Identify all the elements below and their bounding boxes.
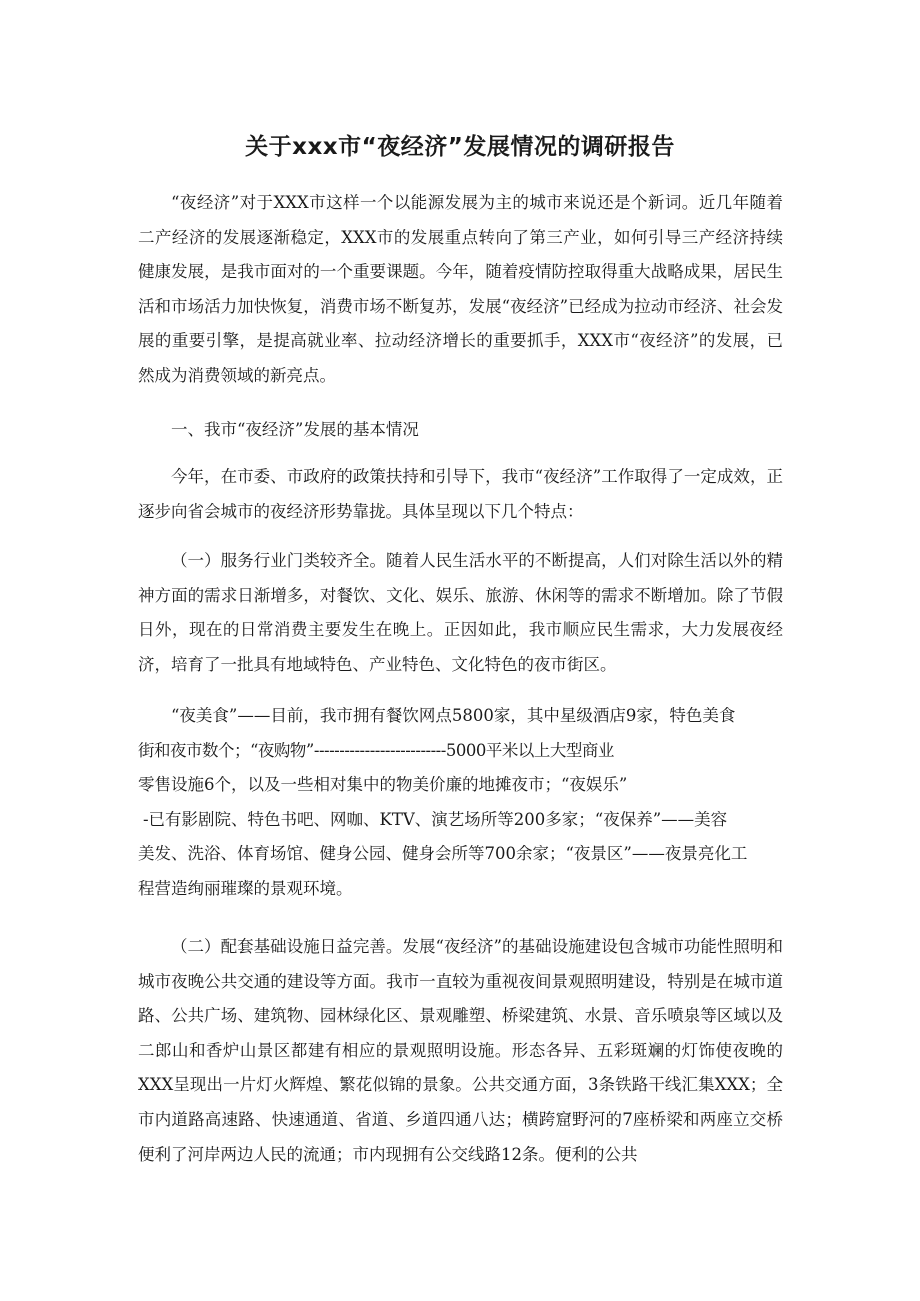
categories-line: -已有影剧院、特色书吧、网咖、KTV、演艺场所等200多家；“夜保养”——美容: [142, 809, 728, 829]
categories-line: 零售设施6个，以及一些相对集中的物美价廉的地摊夜市；“夜娱乐”: [138, 775, 628, 795]
document-title: 关于xxx市“夜经济”发展情况的调研报告: [245, 134, 675, 160]
point-one-paragraph: （一）服务行业门类较齐全。随着人民生活水平的不断提高，人们对除生活以外的精神方面的需求日渐增多，对餐饮、文化、娱乐、旅游、休闲等的需求不断增加。除了节假日外，现在的日常消费主要发生在晚上。正因如此，我市顺应民生需求，大力发展夜经济，培育了一批具有地域特色、产业特色、文化特色的夜市街区。: [138, 551, 783, 674]
intro-paragraph: “夜经济”对于XXX市这样一个以能源发展为主的城市来说还是个新词。近几年随着二产经济的发展逐渐稳定，XXX市的发展重点转向了第三产业，如何引导三产经济持续健康发展，是我市面对的一个重要课题。今年，随着疫情防控取得重大战略成果，居民生活和市场活力加快恢复，消费市场不断复苏，发展“夜经济”已经成为拉动市经济、社会发展的重要引擎，是提高就业率、拉动经济增长的重要抓手，XXX市“夜经济”的发展，已然成为消费领域的新亮点。: [138, 193, 783, 385]
point-two-paragraph: （二）配套基础设施日益完善。发展“夜经济”的基础设施建设包含城市功能性照明和城市夜晚公共交通的建设等方面。我市一直较为重视夜间景观照明建设，特别是在城市道路、公共广场、建筑物、园林绿化区、景观雕塑、桥梁建筑、水景、音乐喷泉等区域以及二郎山和香炉山景区都建有相应的景观照明设施。形态各异、五彩斑斓的灯饰使夜晚的XXX呈现出一片灯火辉煌、繁花似锦的景象。公共交通方面，3条铁路干线汇集XXX；全市内道路高速路、快速通道、省道、乡道四通八达；横跨窟野河的7座桥梁和两座立交桥便利了河岸两边人民的流通；市内现拥有公交线路12条。便利的公共: [138, 937, 783, 1164]
categories-paragraph: [138, 699, 783, 907]
section-intro-paragraph: 今年，在市委、市政府的政策扶持和引导下，我市“夜经济”工作取得了一定成效，正逐步向省会城市的夜经济形势靠拢。具体呈现以下几个特点：: [138, 467, 783, 521]
categories-line: “夜美食”——目前，我市拥有餐饮网点5800家，其中星级酒店9家，特色美食: [171, 706, 736, 725]
categories-line: 美发、洗浴、体育场馆、健身公园、健身会所等700余家；“夜景区”——夜景亮化工: [138, 844, 748, 864]
categories-line: 程营造绚丽璀璨的景观环境。: [138, 878, 353, 898]
section-heading: 一、我市“夜经济”发展的基本情况: [171, 420, 419, 439]
categories-line: 街和夜市数个；“夜购物”--------------------------5000平米以上大型商业: [138, 740, 614, 760]
